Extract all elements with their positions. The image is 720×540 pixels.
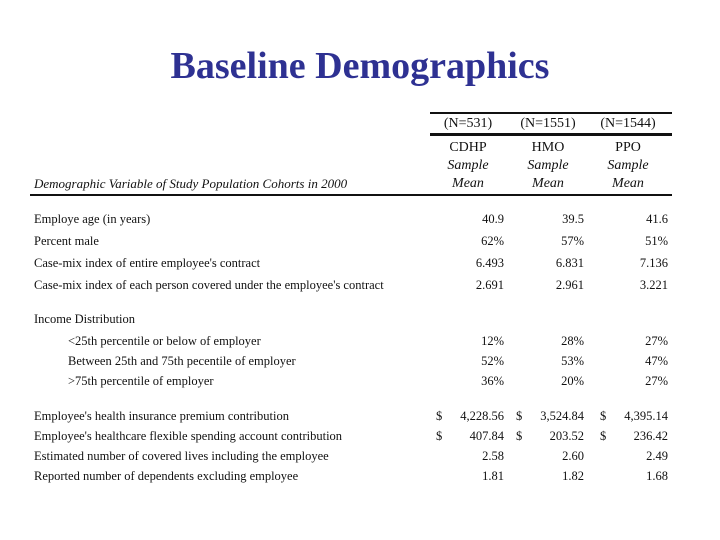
currency-symbol: $: [516, 409, 523, 423]
column-stat: Mean: [612, 176, 644, 191]
column-stat: Mean: [452, 176, 484, 191]
row-value: 4,228.56: [460, 409, 504, 423]
row-value: 47%: [645, 354, 668, 368]
row-value: 1.68: [646, 469, 668, 483]
row-value: 7.136: [639, 256, 668, 270]
row-label: Employee's health insurance premium contribution: [34, 409, 289, 423]
row-label: Between 25th and 75th pecentile of employer: [68, 354, 296, 368]
row-label: Case-mix index of entire employee's contract: [34, 256, 261, 270]
column-n: (N=1544): [600, 116, 656, 131]
row-label: Percent male: [34, 234, 99, 248]
row-value: 2.691: [475, 278, 504, 292]
column-plan: PPO: [615, 140, 641, 155]
row-value: 3.221: [639, 278, 668, 292]
row-value: 36%: [481, 374, 504, 388]
row-value: 12%: [481, 334, 504, 348]
currency-symbol: $: [600, 429, 607, 443]
row-value: 3,524.84: [540, 409, 584, 423]
column-stat: Sample: [607, 158, 649, 173]
header-top-rule: [430, 112, 672, 114]
row-value: 27%: [645, 374, 668, 388]
row-label: <25th percentile or below of employer: [68, 334, 261, 348]
row-label: Employe age (in years): [34, 212, 151, 226]
column-stat: Sample: [527, 158, 569, 173]
row-value: 39.5: [562, 212, 584, 226]
row-value: 51%: [645, 234, 668, 248]
header-mid-rule: [430, 133, 672, 136]
column-plan: HMO: [531, 140, 565, 155]
row-label: Employee's healthcare flexible spending account contribution: [34, 429, 343, 443]
column-plan: CDHP: [449, 140, 487, 155]
header-bottom-rule: [30, 194, 672, 196]
row-value: 1.81: [482, 469, 504, 483]
row-value: 20%: [561, 374, 584, 388]
row-value: 4,395.14: [624, 409, 668, 423]
row-value: 6.493: [475, 256, 504, 270]
row-value: 28%: [561, 334, 584, 348]
row-value: 53%: [561, 354, 584, 368]
column-n: (N=531): [443, 116, 493, 131]
row-value: 2.58: [482, 449, 504, 463]
row-value: 41.6: [646, 212, 668, 226]
column-stat: Sample: [447, 158, 489, 173]
row-value: 2.60: [562, 449, 584, 463]
row-value: 40.9: [482, 212, 504, 226]
column-stat: Mean: [532, 176, 564, 191]
row-value: 27%: [645, 334, 668, 348]
header-label: Demographic Variable of Study Population Cohorts in 2000: [34, 176, 348, 191]
currency-symbol: $: [436, 429, 443, 443]
row-label: Reported number of dependents excluding employee: [34, 469, 299, 483]
page-title: Baseline Demographics: [170, 45, 550, 87]
row-value: 407.84: [469, 429, 504, 443]
row-value: 52%: [481, 354, 504, 368]
row-value: 57%: [561, 234, 584, 248]
row-value: 203.52: [549, 429, 584, 443]
column-n: (N=1551): [520, 116, 576, 131]
row-value: 2.49: [646, 449, 668, 463]
row-label: Income Distribution: [34, 312, 136, 326]
row-value: 236.42: [633, 429, 668, 443]
row-value: 2.961: [555, 278, 584, 292]
row-value: 1.82: [562, 469, 584, 483]
currency-symbol: $: [516, 429, 523, 443]
row-value: 6.831: [555, 256, 584, 270]
currency-symbol: $: [600, 409, 607, 423]
row-label: Case-mix index of each person covered under the employee's contract: [34, 278, 384, 292]
currency-symbol: $: [436, 409, 443, 423]
row-label: Estimated number of covered lives including the employee: [34, 449, 329, 463]
row-label: >75th percentile of employer: [68, 374, 214, 388]
row-value: 62%: [481, 234, 504, 248]
